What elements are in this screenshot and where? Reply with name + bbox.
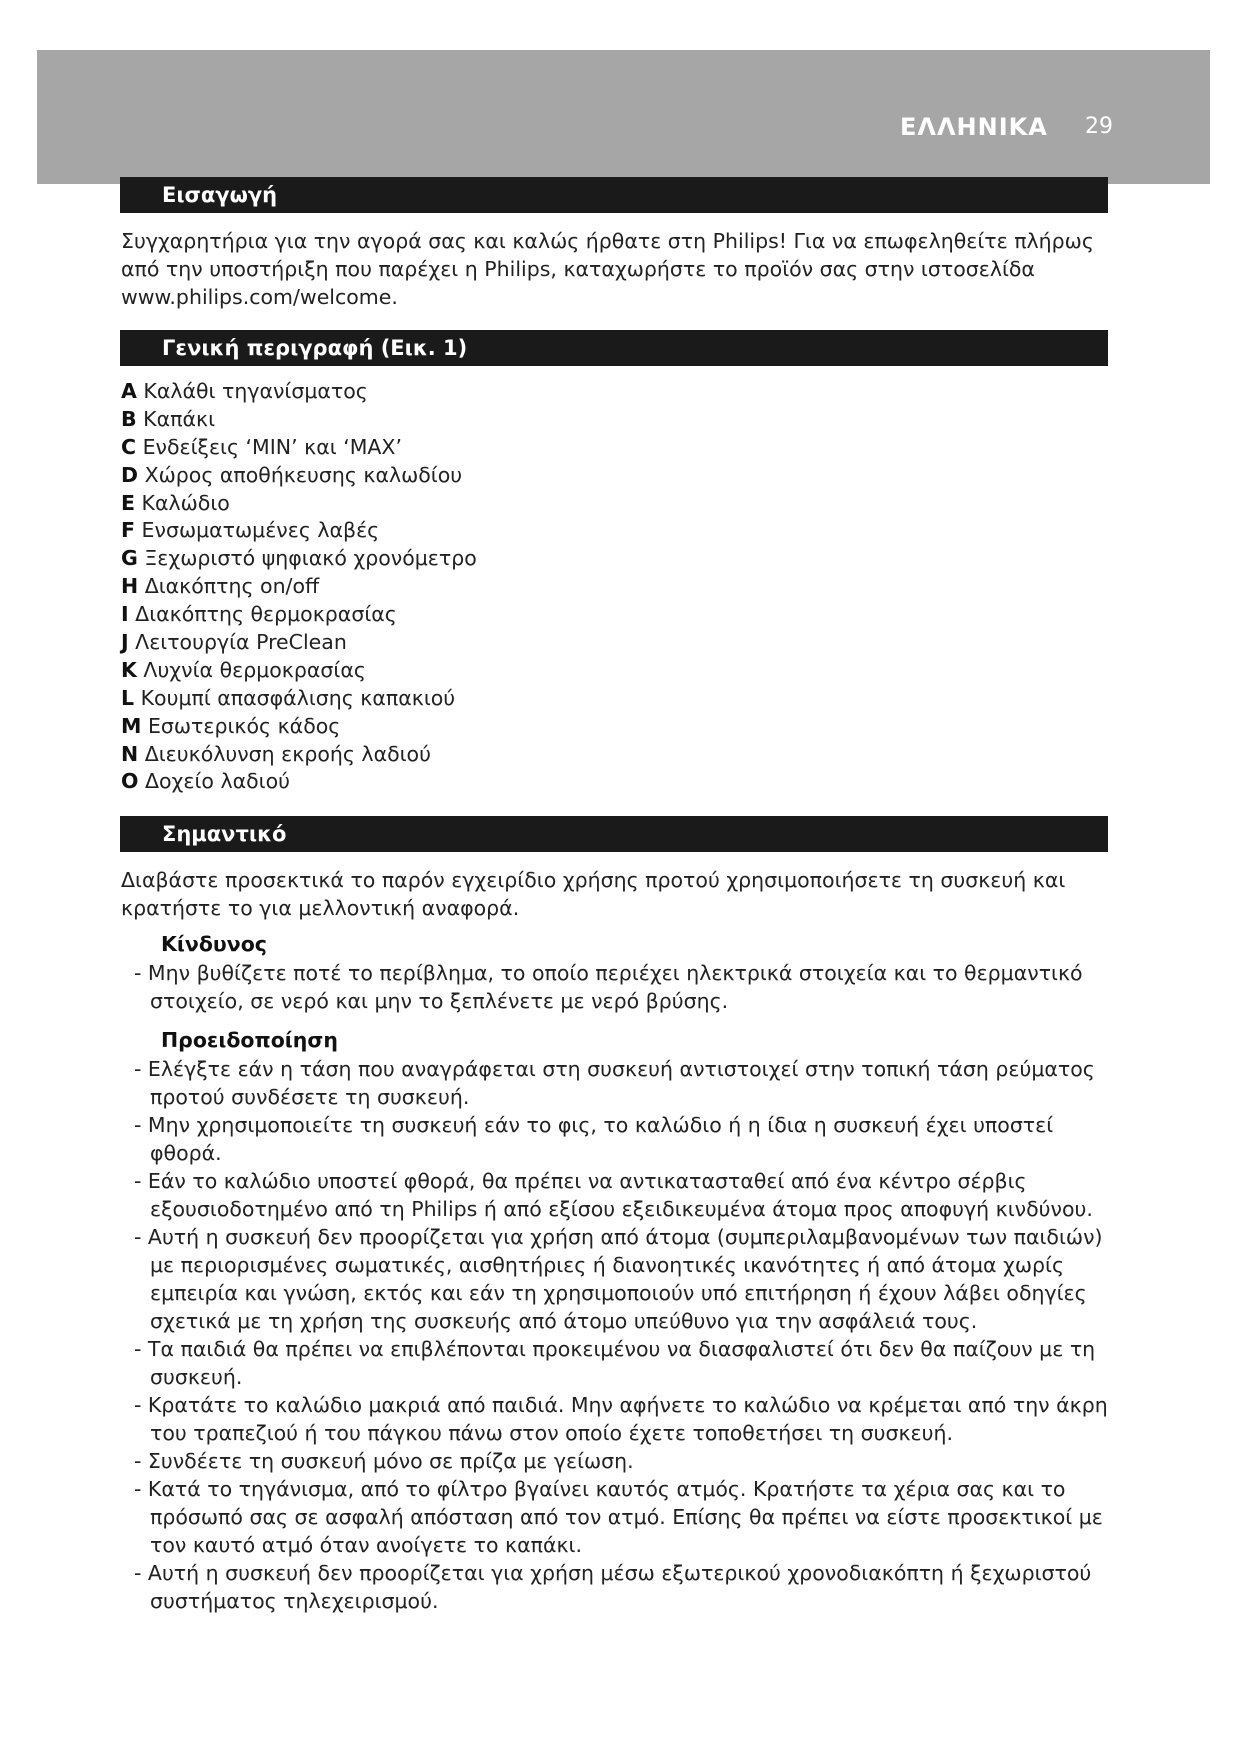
part-item <box>121 462 477 490</box>
parts-list <box>121 378 477 796</box>
part-letter: E <box>121 490 136 515</box>
part-label: Κουμπί απασφάλισης καπακιού <box>140 685 456 710</box>
part-label: Ενσωματωμένες λαβές <box>141 518 380 543</box>
bullet-item: - Αυτή η συσκευή δεν προορίζεται για χρήση από άτομα (συμπεριλαμβανομένων των παιδιών) με περιορισμένες σωματικές, αισθητήριες ή διανοητικές ικανότητες ή από άτομα χωρίς εμπειρία και γνώση, εκτός και εάν τη χρησιμοποιούν υπό επιτήρηση ή έχουν λάβει οδηγίες σχετικά με τη χρήση της συσκευής από άτομο υπεύθυνο για την ασφάλειά τους. <box>134 1225 1103 1333</box>
part-item <box>121 406 477 434</box>
bullet-item: - Εάν το καλώδιο υποστεί φθορά, θα πρέπει να αντικατασταθεί από ένα κέντρο σέρβις εξουσιοδοτημένο από τη Philips ή από εξίσου εξειδικευμένα άτομα προς αποφυγή κινδύνου. <box>134 1169 1093 1221</box>
part-letter: N <box>121 741 139 766</box>
danger-heading: Κίνδυνος <box>161 932 267 956</box>
bullet-text: Μην χρησιμοποιείτε τη συσκευή εάν το φις, το καλώδιο ή η ίδια η συσκευή έχει υποστεί φθορά. <box>147 1113 1054 1165</box>
bullet-item: - Μην βυθίζετε ποτέ το περίβλημα, το οποίο περιέχει ηλεκτρικά στοιχεία και το θερμαντικό στοιχείο, σε νερό και μην το ξεπλένετε με νερό βρύσης. <box>134 961 1083 1013</box>
part-item <box>121 713 477 741</box>
language-label: ΕΛΛΗΝΙΚΑ <box>900 113 1048 141</box>
part-item <box>121 434 477 462</box>
bullet-item: - Ελέγξτε εάν η τάση που αναγράφεται στη συσκευή αντιστοιχεί στην τοπική τάση ρεύματος προτού συνδέσετε τη συσκευή. <box>134 1057 1095 1109</box>
intro-text: Συγχαρητήρια για την αγορά σας και καλώς ήρθατε στη Philips! Για να επωφεληθείτε πλήρως από την υποστήριξη που παρέχει η Philips, καταχωρήστε το προϊόν σας στην ιστοσελίδα www.philips.com/welcome. <box>121 229 1094 309</box>
part-letter: J <box>121 630 129 655</box>
part-letter: M <box>121 713 142 738</box>
warning-heading: Προειδοποίηση <box>161 1028 338 1052</box>
section-title-intro: Εισαγωγή <box>120 177 1108 213</box>
part-letter: G <box>121 546 138 571</box>
part-item <box>121 545 477 573</box>
part-item <box>121 685 477 713</box>
part-label: Διευκόλυνση εκροής λαδιού <box>144 741 431 766</box>
part-label: Διακόπτης on/off <box>144 574 320 599</box>
bullet-item: - Κατά το τηγάνισμα, από το φίλτρο βγαίνει καυτός ατμός. Κρατήστε τα χέρια σας και το πρόσωπό σας σε ασφαλή απόσταση από τον ατμό. Επίσης θα πρέπει να είστε προσεκτικοί με τον καυτό ατμό όταν ανοίγετε το καπάκι. <box>134 1477 1103 1557</box>
part-letter: K <box>121 657 137 682</box>
part-letter: I <box>121 602 129 627</box>
bullet-text: Μην βυθίζετε ποτέ το περίβλημα, το οποίο περιέχει ηλεκτρικά στοιχεία και το θερμαντικό στοιχείο, σε νερό και μην το ξεπλένετε με νερό βρύσης. <box>147 961 1083 1013</box>
bullet-text: Κρατάτε το καλώδιο μακριά από παιδιά. Μην αφήνετε το καλώδιο να κρέμεται από την άκρη του τραπεζιού ή του πάγκου πάνω στον οποίο έχετε τοποθετήσει τη συσκευή. <box>147 1393 1108 1445</box>
bullet-text: Ελέγξτε εάν η τάση που αναγράφεται στη συσκευή αντιστοιχεί στην τοπική τάση ρεύματος προτού συνδέσετε τη συσκευή. <box>147 1057 1095 1109</box>
bullet-text: Κατά το τηγάνισμα, από το φίλτρο βγαίνει καυτός ατμός. Κρατήστε τα χέρια σας και το πρόσωπό σας σε ασφαλή απόσταση από τον ατμό. Επίσης θα πρέπει να είστε προσεκτικοί με τον καυτό ατμό όταν ανοίγετε το καπάκι. <box>147 1477 1103 1557</box>
bullet-text: Αυτή η συσκευή δεν προορίζεται για χρήση μέσω εξωτερικού χρονοδιακόπτη ή ξεχωριστού συστήματος τηλεχειρισμού. <box>147 1561 1092 1613</box>
part-item <box>121 657 477 685</box>
bullet-item: - Κρατάτε το καλώδιο μακριά από παιδιά. Μην αφήνετε το καλώδιο να κρέμεται από την άκρη του τραπεζιού ή του πάγκου πάνω στον οποίο έχετε τοποθετήσει τη συσκευή. <box>134 1393 1108 1445</box>
part-label: Διακόπτης θερμοκρασίας <box>135 602 397 627</box>
part-letter: F <box>121 518 136 543</box>
part-label: Ξεχωριστό ψηφιακό χρονόμετρο <box>144 546 477 571</box>
part-letter: O <box>121 769 139 794</box>
part-label: Ενδείξεις ‘MIN’ και ‘MAX’ <box>142 434 402 459</box>
part-letter: C <box>121 434 137 459</box>
part-letter: H <box>121 574 139 599</box>
part-letter: L <box>121 685 135 710</box>
bullet-text: Αυτή η συσκευή δεν προορίζεται για χρήση από άτομα (συμπεριλαμβανομένων των παιδιών) με περιορισμένες σωματικές, αισθητήριες ή διανοητικές ικανότητες ή από άτομα χωρίς εμπειρία και γνώση, εκτός και εάν τη χρησιμοποιούν υπό επιτήρηση ή έχουν λάβει οδηγίες σχετικά με τη χρήση της συσκευής από άτομο υπεύθυνο για την ασφάλειά τους. <box>147 1225 1103 1333</box>
part-label: Χώρος αποθήκευσης καλωδίου <box>144 462 463 487</box>
part-item <box>121 768 477 796</box>
bullet-item: - Τα παιδιά θα πρέπει να επιβλέπονται προκειμένου να διασφαλιστεί ότι δεν θα παίζουν με τη συσκευή. <box>134 1337 1096 1389</box>
part-item <box>121 517 477 545</box>
part-label: Εσωτερικός κάδος <box>147 713 341 738</box>
part-item <box>121 629 477 657</box>
part-label: Καπάκι <box>143 406 216 431</box>
section-title-important: Σημαντικό <box>120 816 1108 852</box>
important-text: Διαβάστε προσεκτικά το παρόν εγχειρίδιο χρήσης προτού χρησιμοποιήσετε τη συσκευή και κρατήστε το για μελλοντική αναφορά. <box>121 868 1066 920</box>
part-item <box>121 378 477 406</box>
part-item <box>121 573 477 601</box>
bullet-text: Συνδέετε τη συσκευή μόνο σε πρίζα με γείωση. <box>147 1449 634 1473</box>
danger-list <box>134 959 1114 1015</box>
page-number: 29 <box>1085 114 1113 139</box>
part-item <box>121 490 477 518</box>
bullet-text: Τα παιδιά θα πρέπει να επιβλέπονται προκειμένου να διασφαλιστεί ότι δεν θα παίζουν με τη συσκευή. <box>147 1337 1096 1389</box>
part-label: Λειτουργία PreClean <box>135 630 347 655</box>
part-label: Λυχνία θερμοκρασίας <box>143 657 366 682</box>
bullet-item: - Αυτή η συσκευή δεν προορίζεται για χρήση μέσω εξωτερικού χρονοδιακόπτη ή ξεχωριστού συστήματος τηλεχειρισμού. <box>134 1561 1092 1613</box>
part-letter: A <box>121 379 137 403</box>
bullet-item: - Μην χρησιμοποιείτε τη συσκευή εάν το φις, το καλώδιο ή η ίδια η συσκευή έχει υποστεί φθορά. <box>134 1113 1054 1165</box>
warning-list <box>134 1055 1114 1615</box>
part-label: Καλάθι τηγανίσματος <box>143 379 368 403</box>
part-item <box>121 741 477 769</box>
section-title-general: Γενική περιγραφή (Εικ. 1) <box>120 330 1108 366</box>
part-label: Καλώδιο <box>141 490 230 515</box>
bullet-item: - Συνδέετε τη συσκευή μόνο σε πρίζα με γείωση. <box>134 1449 634 1473</box>
part-item <box>121 601 477 629</box>
bullet-text: Εάν το καλώδιο υποστεί φθορά, θα πρέπει να αντικατασταθεί από ένα κέντρο σέρβις εξουσιοδοτημένο από τη Philips ή από εξίσου εξειδικευμένα άτομα προς αποφυγή κινδύνου. <box>147 1169 1093 1221</box>
part-letter: B <box>121 406 137 431</box>
part-letter: D <box>121 462 139 487</box>
part-label: Δοχείο λαδιού <box>144 769 290 794</box>
